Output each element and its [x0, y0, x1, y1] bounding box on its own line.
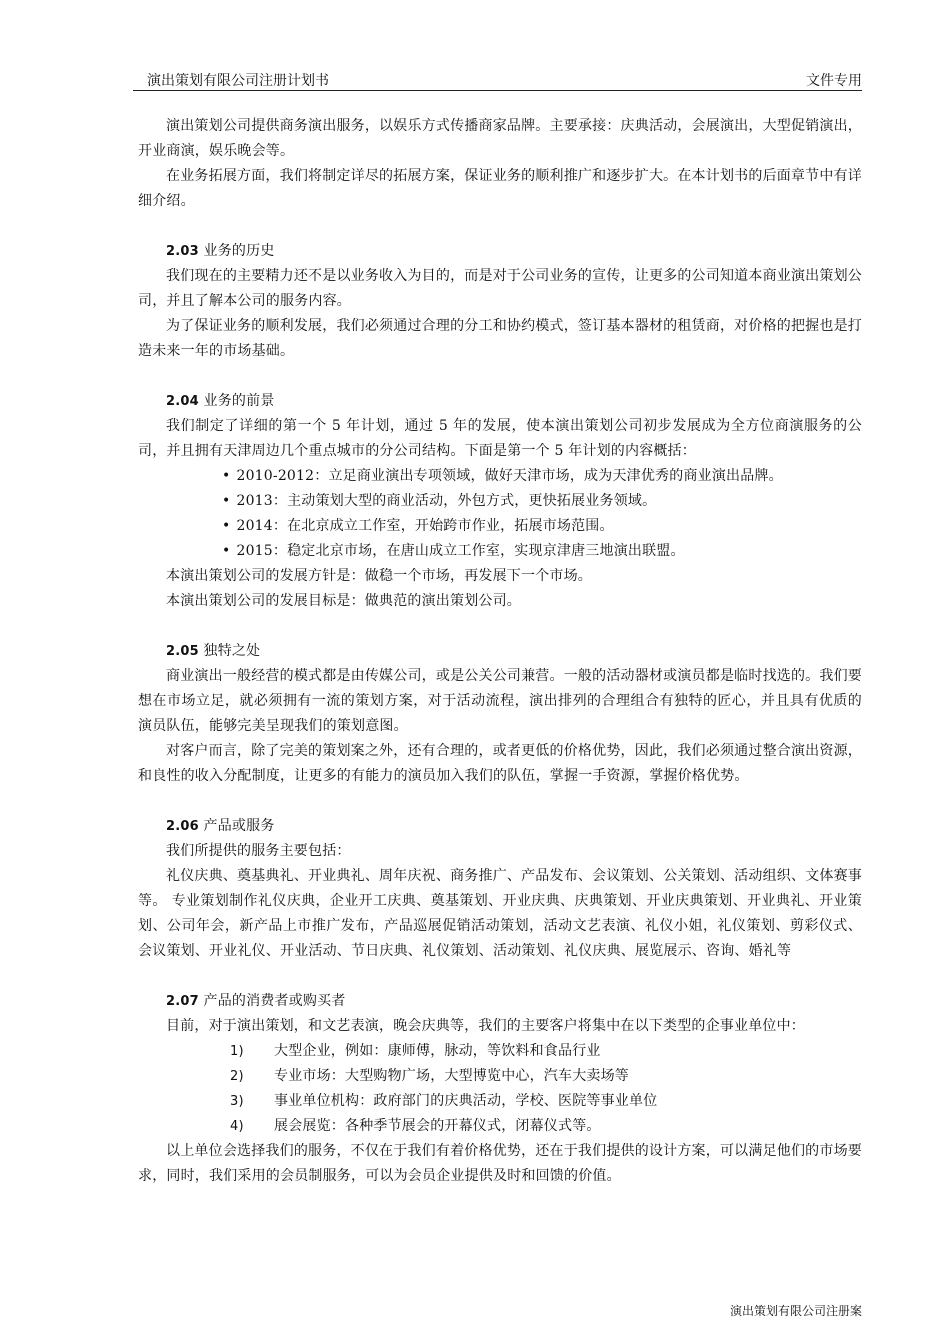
paragraph: 以上单位会选择我们的服务，不仅在于我们有着价格优势，还在于我们提供的设计方案，可以满足他们的市场要求，同时，我们采用的会员制服务，可以为会员企业提供及时和回馈的价值。 — [138, 1143, 862, 1184]
paragraph: 商业演出一般经营的模式都是由传媒公司，或是公关公司兼营。一般的活动器材或演员都是临时找选的。我们要想在市场立足，就必须拥有一流的策划方案，对于活动流程，演出排列的合理组合有独特的匠心，并且具有优质的演员队伍，能够完美呈现我们的策划意图。 — [138, 668, 862, 734]
section-title: 业务的历史 — [203, 243, 275, 259]
list-item: • 2010-2012：立足商业演出专项领域，做好天津市场，成为天津优秀的商业演出品牌。 — [222, 468, 783, 484]
section-heading-2-04 — [138, 389, 862, 414]
list-item: 3) 事业单位机构：政府部门的庆典活动，学校、医院等事业单位 — [230, 1093, 658, 1109]
section-number: 2.05 — [166, 644, 199, 659]
section-title: 独特之处 — [203, 643, 261, 659]
paragraph: 我们所提供的服务主要包括： — [166, 843, 351, 859]
list-item: 4) 展会展览：各种季节展会的开幕仪式，闭幕仪式等。 — [230, 1118, 601, 1134]
customer-list — [138, 1039, 862, 1139]
section-heading-2-07 — [138, 989, 862, 1014]
intro-paragraph: 演出策划公司提供商务演出服务，以娱乐方式传播商家品牌。主要承接：庆典活动，会展演出，大型促销演出，开业商演，娱乐晚会等。 — [138, 118, 862, 159]
intro-paragraph: 在业务拓展方面，我们将制定详尽的拓展方案，保证业务的顺利推广和逐步扩大。在本计划书的后面章节中有详细介绍。 — [138, 168, 862, 209]
page-footer: 演出策划有限公司注册案 — [729, 1304, 862, 1318]
paragraph: 礼仪庆典、奠基典礼、开业典礼、周年庆祝、商务推广、产品发布、会议策划、公关策划、活动组织、文体赛事等。 专业策划制作礼仪庆典，企业开工庆典、奠基策划、开业庆典、庆典策划、开业庆典策划、开业典礼、开业策划、公司年会，新产品上市推广发布，产品巡展促销活动策划，活动文艺表演、礼仪小姐，礼仪策划、剪彩仪式、会议策划、开业礼仪、开业活动、节日庆典、礼仪策划、活动策划、礼仪庆典、展览展示、咨询、婚礼等 — [138, 868, 862, 959]
paragraph: 我们制定了详细的第一个 5 年计划，通过 5 年的发展，使本演出策划公司初步发展成为全方位商演服务的公司，并且拥有天津周边几个重点城市的分公司结构。下面是第一个 5 年计划的内容概括： — [138, 418, 862, 459]
section-title: 产品的消费者或购买者 — [203, 993, 346, 1009]
paragraph: 本演出策划公司的发展方针是：做稳一个市场，再发展下一个市场。 — [166, 568, 592, 584]
section-title: 产品或服务 — [203, 818, 275, 834]
paragraph: 我们现在的主要精力还不是以业务收入为目的，而是对于公司业务的宣传，让更多的公司知道本商业演出策划公司，并且了解本公司的服务内容。 — [138, 268, 862, 309]
section-title: 业务的前景 — [203, 393, 275, 409]
list-item: • 2015：稳定北京市场，在唐山成立工作室，实现京津唐三地演出联盟。 — [222, 543, 685, 559]
document-body — [138, 114, 862, 1189]
list-item: 1) 大型企业，例如：康师傅，脉动，等饮料和食品行业 — [230, 1043, 601, 1059]
list-item: • 2014：在北京成立工作室，开始跨市作业，拓展市场范围。 — [222, 518, 614, 534]
section-number: 2.04 — [166, 394, 199, 409]
list-item: 2) 专业市场：大型购物广场，大型博览中心，汽车大卖场等 — [230, 1068, 629, 1084]
header-title: 演出策划有限公司注册计划书 — [147, 73, 329, 89]
paragraph: 为了保证业务的顺利发展，我们必须通过合理的分工和协约模式，签订基本器材的租赁商，对价格的把握也是打造未来一年的市场基础。 — [138, 318, 862, 359]
section-heading-2-03 — [138, 239, 862, 264]
header-tag: 文件专用 — [806, 73, 862, 89]
section-heading-2-05 — [138, 639, 862, 664]
paragraph: 本演出策划公司的发展目标是：做典范的演出策划公司。 — [166, 593, 521, 609]
page-header — [133, 68, 862, 91]
list-item: • 2013：主动策划大型的商业活动，外包方式，更快拓展业务领域。 — [222, 493, 657, 509]
section-number: 2.07 — [166, 994, 199, 1009]
section-heading-2-06 — [138, 814, 862, 839]
section-number: 2.03 — [166, 244, 199, 259]
section-number: 2.06 — [166, 819, 199, 834]
paragraph: 对客户而言，除了完美的策划案之外，还有合理的，或者更低的价格优势，因此，我们必须通过整合演出资源，和良性的收入分配制度，让更多的有能力的演员加入我们的队伍，掌握一手资源，掌握价格优势。 — [138, 743, 862, 784]
paragraph: 目前，对于演出策划，和文艺表演，晚会庆典等，我们的主要客户将集中在以下类型的企事业单位中： — [166, 1018, 805, 1034]
plan-list — [138, 464, 862, 564]
